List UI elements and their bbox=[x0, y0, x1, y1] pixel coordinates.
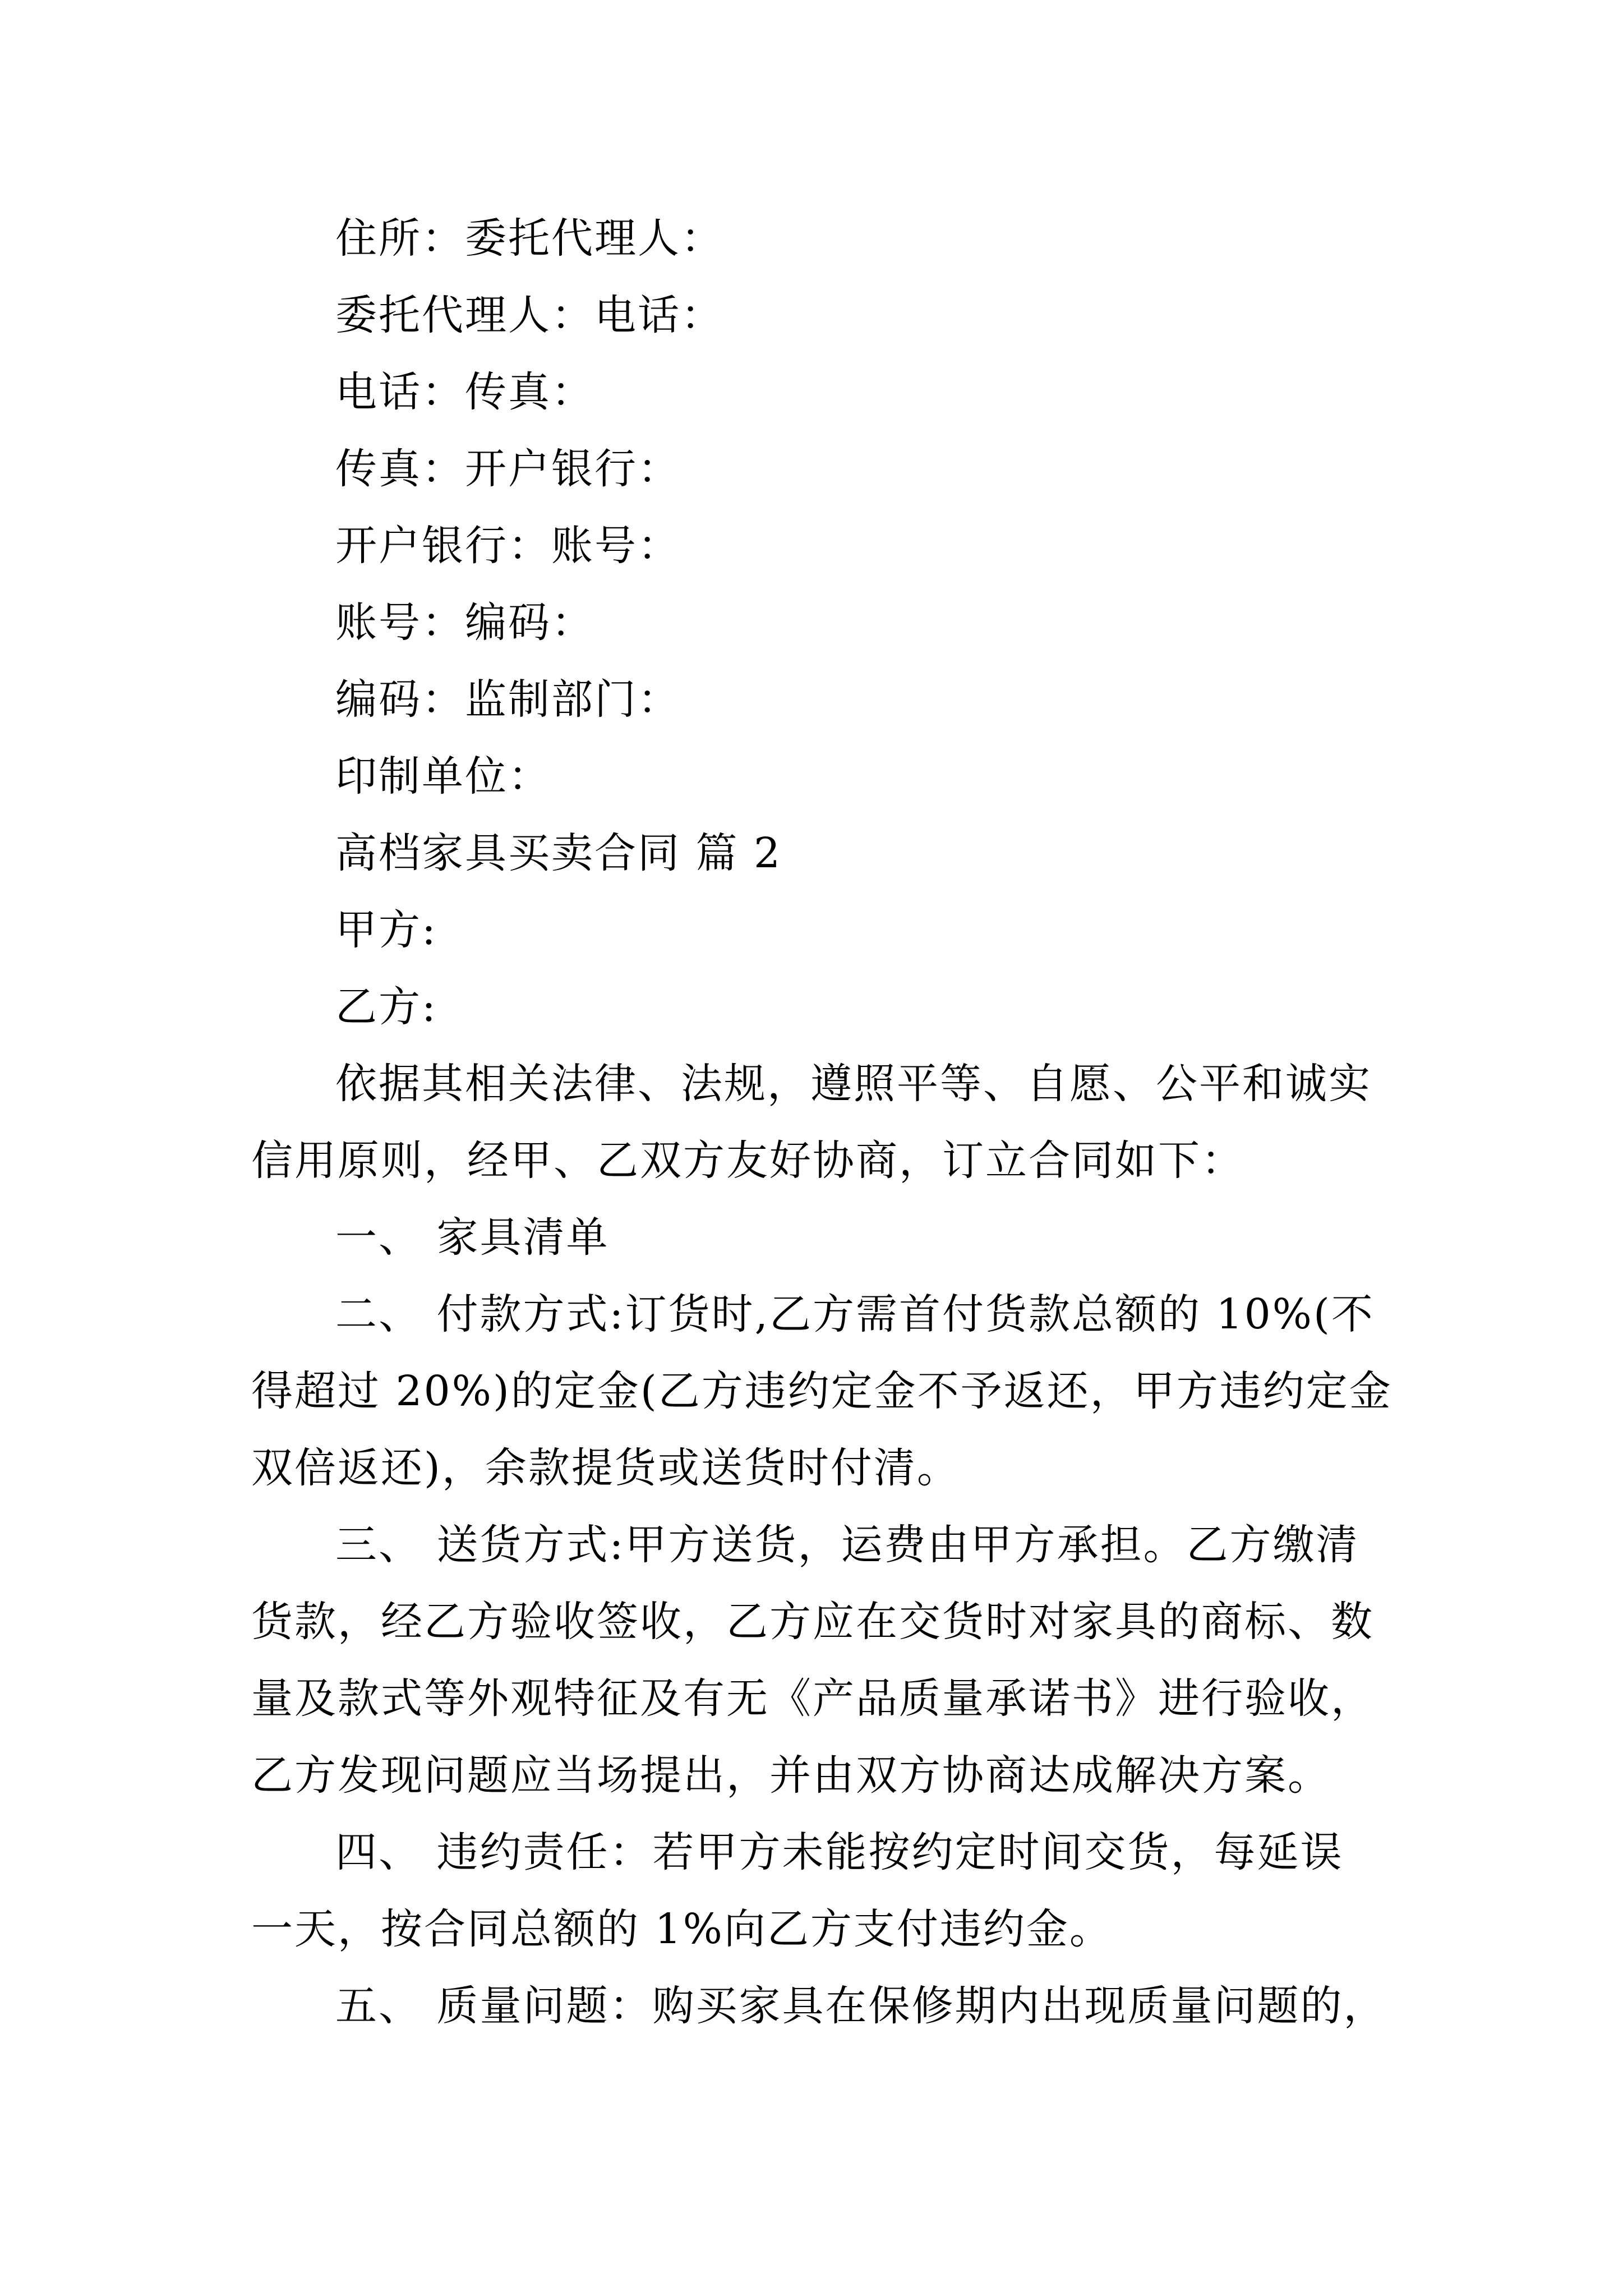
clause-payment-line-3: 双倍返还)，余款提货或送货时付清。 bbox=[251, 1444, 960, 1492]
header-field-account: 账号：编码： bbox=[335, 599, 594, 647]
section-title: 高档家具买卖合同 篇 2 bbox=[335, 829, 782, 877]
header-field-code: 编码：监制部门： bbox=[335, 675, 681, 724]
clause-payment-line-2: 得超过 20%)的定金(乙方违约定金不予返还，甲方违约定金 bbox=[251, 1367, 1393, 1415]
preamble-line-1: 依据其相关法律、法规，遵照平等、自愿、公平和诚实 bbox=[335, 1060, 1372, 1108]
clause-payment-line-1: 二、 付款方式:订货时,乙方需首付货款总额的 10%(不 bbox=[335, 1290, 1375, 1338]
header-field-agent: 委托代理人：电话： bbox=[335, 291, 724, 339]
clause-delivery-line-4: 乙方发现问题应当场提出，并由双方协商达成解决方案。 bbox=[251, 1751, 1331, 1800]
preamble-line-2: 信用原则，经甲、乙双方友好协商，订立合同如下： bbox=[251, 1137, 1244, 1185]
clause-liability-line-2: 一天，按合同总额的 1%向乙方支付违约金。 bbox=[251, 1905, 1113, 1953]
header-field-fax: 传真：开户银行： bbox=[335, 445, 681, 493]
party-b-label: 乙方: bbox=[335, 983, 437, 1031]
clause-quality-line-1: 五、 质量问题：购买家具在保修期内出现质量问题的， bbox=[335, 1982, 1387, 2030]
header-field-residence: 住所：委托代理人： bbox=[335, 214, 724, 263]
clause-delivery-line-2: 货款，经乙方验收签收，乙方应在交货时对家具的商标、数 bbox=[251, 1598, 1374, 1646]
party-a-label: 甲方: bbox=[335, 906, 437, 954]
header-field-printer: 印制单位： bbox=[335, 752, 551, 800]
header-field-bank: 开户银行：账号： bbox=[335, 522, 681, 570]
clause-furniture-list: 一、 家具清单 bbox=[335, 1213, 610, 1262]
clause-liability-line-1: 四、 违约责任：若甲方未能按约定时间交货，每延误 bbox=[335, 1828, 1344, 1876]
clause-delivery-line-1: 三、 送货方式:甲方送货，运费由甲方承担。乙方缴清 bbox=[335, 1521, 1359, 1569]
clause-delivery-line-3: 量及款式等外观特征及有无《产品质量承诺书》进行验收， bbox=[251, 1674, 1374, 1723]
header-field-phone: 电话：传真： bbox=[335, 368, 594, 416]
